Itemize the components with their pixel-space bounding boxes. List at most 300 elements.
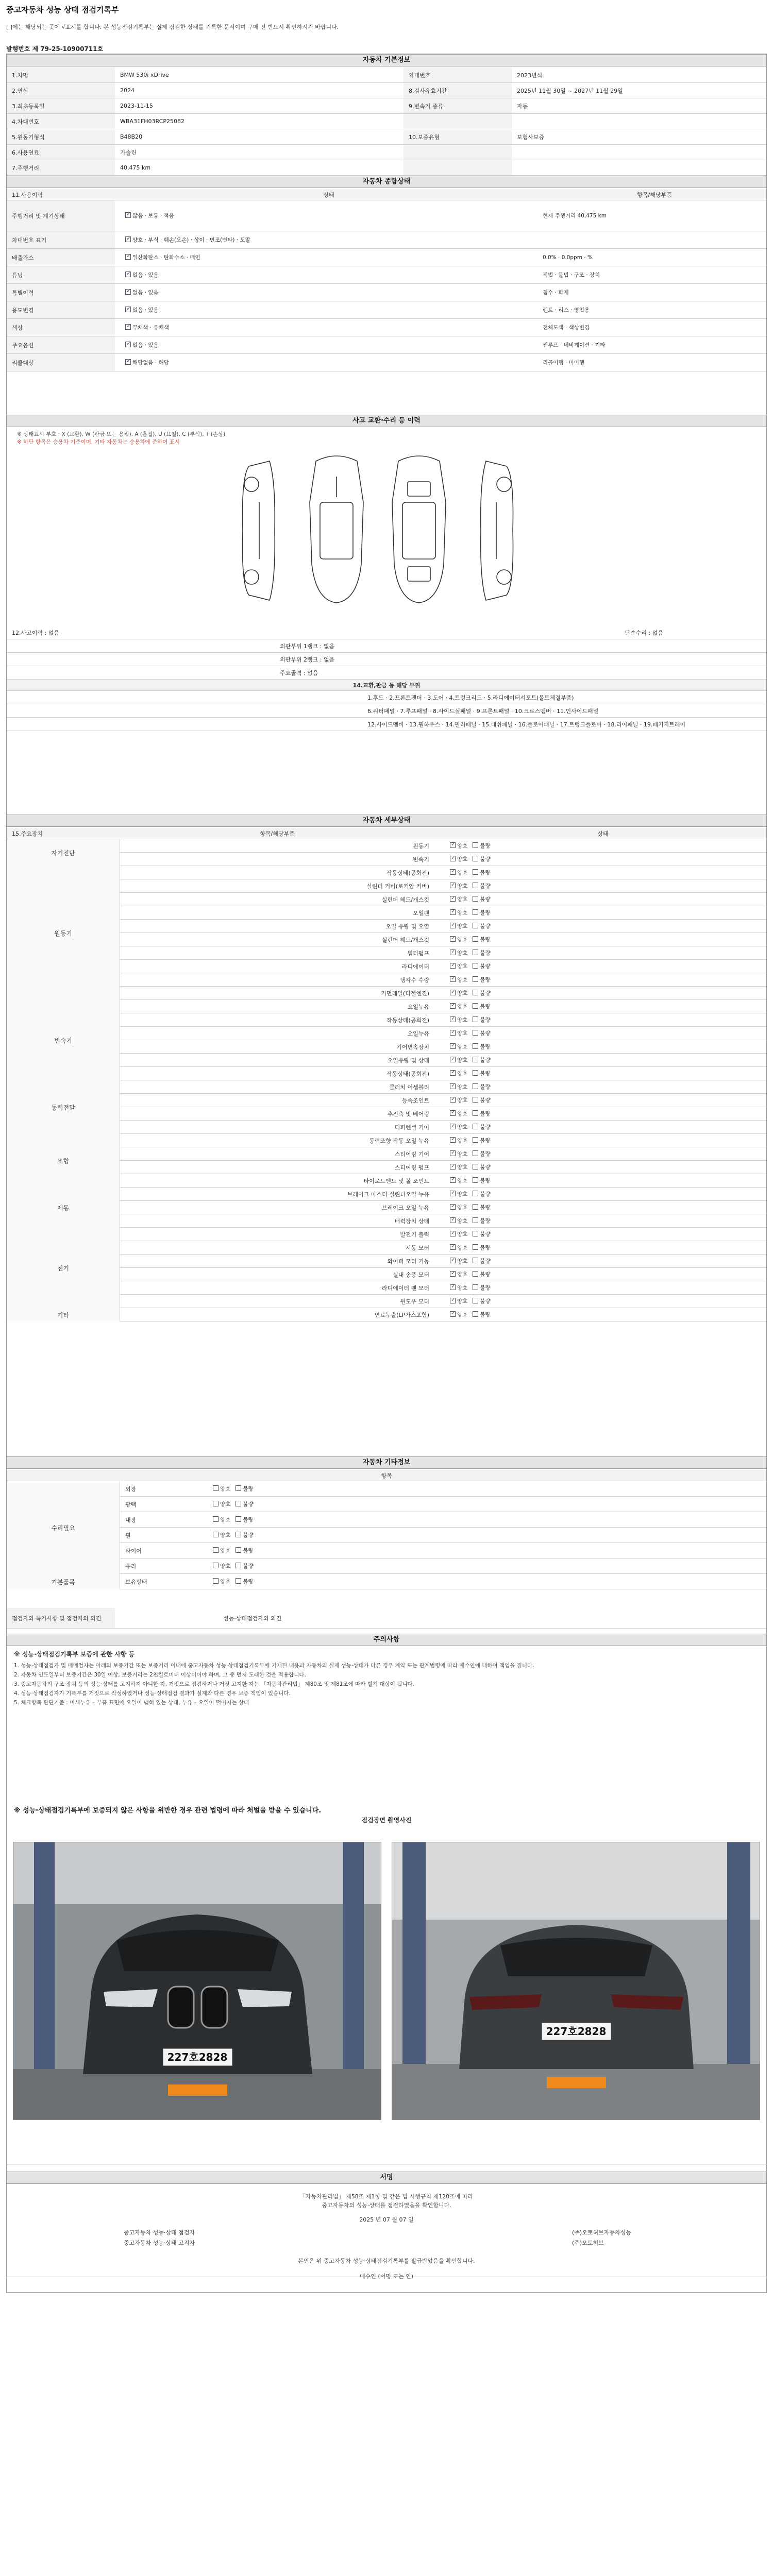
status-label: 튜닝 xyxy=(7,266,115,283)
other-row xyxy=(7,1543,766,1558)
status-value: 없음 · 있음 xyxy=(132,290,159,296)
detail-item: 클러치 어셈블리 xyxy=(389,1083,429,1091)
status-label: 색상 xyxy=(7,319,115,336)
detail-item: 등속조인트 xyxy=(401,1097,429,1104)
status-header-usage: 11.사용이력 xyxy=(12,191,43,198)
state-good: 양호 xyxy=(457,1298,468,1304)
checkbox[interactable] xyxy=(473,923,478,928)
exterior-parts: 1.후드 · 2.프론트펜더 · 3.도어 · 4.트렁크리드 · 5.라디에이터서포트(볼트체결부품) xyxy=(367,694,574,701)
detail-state xyxy=(440,1056,491,1064)
state-bad: 불량 xyxy=(480,1071,491,1077)
detail-row xyxy=(7,1228,766,1241)
state-bad: 불량 xyxy=(480,1231,491,1238)
checkbox[interactable] xyxy=(473,1311,478,1317)
state-bad: 불량 xyxy=(480,1030,491,1037)
note-item: 1. 성능·상태점검자 및 매매업자는 아래의 보증기간 또는 보증거리 이내에 중고자동차 성능·상태점검기록부에 기재된 내용과 자동차의 실제 성능·상태가 다른 경우 계약 또는 관계법령에 따라 매수인에 대하여 책임을 집니다. xyxy=(14,1663,534,1669)
checkbox[interactable] xyxy=(450,936,456,942)
status-label: 리콜대상 xyxy=(7,354,115,371)
sign-line-1: 「자동차관리법」 제58조 제1항 및 같은 법 시행규칙 제120조에 따라 xyxy=(299,2193,474,2200)
checkbox[interactable] xyxy=(450,842,456,848)
state-bad: 불량 xyxy=(480,883,491,889)
exterior-rank2-row xyxy=(7,653,766,666)
damage-legend-note: ※ 하단 항목은 승용차 기준이며, 기타 자동차는 승용차에 준하여 표시 xyxy=(17,439,180,445)
buyer-sign: 매수인 (서명 또는 인) xyxy=(359,2273,414,2280)
checkbox[interactable] xyxy=(450,883,456,888)
status-options xyxy=(115,253,537,261)
basic-label: 6.사용연료 xyxy=(7,145,115,160)
basic-value-2: 자동 xyxy=(517,103,528,110)
checkbox[interactable] xyxy=(473,950,478,955)
other-state xyxy=(203,1500,254,1508)
state-good: 양호 xyxy=(220,1532,231,1538)
detail-state xyxy=(440,1190,491,1198)
detail-row xyxy=(7,1013,766,1027)
checkbox[interactable] xyxy=(236,1532,241,1537)
detail-state xyxy=(440,962,491,970)
state-good: 양호 xyxy=(457,1312,468,1318)
detail-row xyxy=(7,1308,766,1321)
detail-state xyxy=(440,1137,491,1144)
state-good: 양호 xyxy=(457,1151,468,1157)
checkbox[interactable] xyxy=(450,1177,456,1183)
checkbox[interactable] xyxy=(473,1244,478,1250)
basic-value: 2024 xyxy=(120,87,135,94)
basic-label-2 xyxy=(404,114,512,129)
checkbox[interactable] xyxy=(473,1177,478,1183)
state-good: 양호 xyxy=(457,1272,468,1278)
state-good: 양호 xyxy=(457,1097,468,1104)
detail-state xyxy=(440,1177,491,1184)
status-value: 없음 · 있음 xyxy=(132,307,159,313)
state-good: 양호 xyxy=(220,1517,231,1523)
checkbox[interactable] xyxy=(450,923,456,928)
detail-row xyxy=(7,879,766,893)
checkbox[interactable] xyxy=(450,1244,456,1250)
checkbox[interactable] xyxy=(450,990,456,995)
opinion-label: 점검자의 특기사항 및 점검자의 의견 xyxy=(7,1608,115,1628)
state-good: 양호 xyxy=(457,1030,468,1037)
status-value: 일산화탄소 · 탄화수소 · 매연 xyxy=(132,255,200,261)
other-item: 외장 xyxy=(125,1485,137,1493)
status-label: 차대번호 표기 xyxy=(7,231,115,248)
detail-item: 브레이크 마스터 실린더오일 누유 xyxy=(347,1191,429,1198)
basic-info-row xyxy=(7,129,766,145)
state-good: 양호 xyxy=(457,1231,468,1238)
state-bad: 불량 xyxy=(480,856,491,862)
detail-category: 동력전달 xyxy=(7,1080,120,1134)
detail-row xyxy=(7,853,766,866)
car-damage-diagram xyxy=(228,446,548,616)
detail-state xyxy=(440,855,491,863)
checkbox[interactable] xyxy=(450,856,456,861)
photo-rear xyxy=(392,1842,760,2120)
state-good: 양호 xyxy=(457,937,468,943)
basic-label-2: 9.변속기 종류 xyxy=(404,98,512,113)
checkbox[interactable] xyxy=(125,342,131,347)
checkbox[interactable] xyxy=(450,1030,456,1036)
checkbox[interactable] xyxy=(473,1204,478,1210)
checkbox[interactable] xyxy=(473,1057,478,1062)
status-options xyxy=(115,341,537,349)
state-bad: 불량 xyxy=(480,1097,491,1104)
checkbox[interactable] xyxy=(473,1030,478,1036)
checkbox[interactable] xyxy=(473,990,478,995)
checkbox[interactable] xyxy=(125,307,131,312)
checkbox[interactable] xyxy=(125,254,131,260)
section-notes: 주의사항 xyxy=(7,1634,766,1646)
state-good: 양호 xyxy=(457,950,468,956)
detail-item: 오일유량 및 상태 xyxy=(387,1057,429,1064)
checkbox[interactable] xyxy=(450,1298,456,1303)
detail-state xyxy=(440,1150,491,1158)
basic-label-2 xyxy=(404,145,512,160)
detail-state xyxy=(440,922,491,930)
checkbox[interactable] xyxy=(450,1231,456,1236)
state-bad: 불량 xyxy=(480,1044,491,1050)
checkbox[interactable] xyxy=(236,1485,241,1491)
state-bad: 불량 xyxy=(480,1178,491,1184)
checkbox[interactable] xyxy=(473,1043,478,1049)
detail-item: 배력장치 상태 xyxy=(394,1217,429,1225)
detail-row xyxy=(7,1241,766,1255)
checkbox[interactable] xyxy=(473,1150,478,1156)
detail-row xyxy=(7,920,766,933)
checkbox[interactable] xyxy=(450,976,456,982)
checkbox[interactable] xyxy=(473,909,478,915)
basic-value: 2023-11-15 xyxy=(120,103,153,109)
detail-item: 작동상태(공회전) xyxy=(386,869,429,876)
basic-value: WBA31FH03RCP25082 xyxy=(120,118,184,125)
state-good: 양호 xyxy=(457,1245,468,1251)
section-other-info: 자동차 기타정보 xyxy=(7,1456,766,1469)
detail-item: 변속기 xyxy=(413,856,429,863)
status-value: 해당없음 · 해당 xyxy=(132,360,169,366)
frame-parts-row-2 xyxy=(7,718,766,731)
state-bad: 불량 xyxy=(480,1218,491,1224)
detail-state xyxy=(440,909,491,917)
detail-state xyxy=(440,1083,491,1091)
checkbox[interactable] xyxy=(213,1578,219,1584)
detail-item: 오일누유 xyxy=(407,1030,429,1037)
state-good: 양호 xyxy=(457,843,468,849)
checkbox[interactable] xyxy=(450,909,456,915)
checkbox[interactable] xyxy=(473,936,478,942)
checkbox[interactable] xyxy=(473,1258,478,1263)
other-item: 휠 xyxy=(125,1532,131,1539)
checkbox[interactable] xyxy=(473,896,478,902)
checkbox[interactable] xyxy=(236,1547,241,1553)
accident-history-label: 12.사고이력 : 없음 xyxy=(12,629,59,636)
state-bad: 불량 xyxy=(480,950,491,956)
checkbox[interactable] xyxy=(473,869,478,875)
state-good: 양호 xyxy=(457,1044,468,1050)
detail-state xyxy=(440,976,491,984)
checkbox[interactable] xyxy=(450,1083,456,1089)
receipt-text: 본인은 위 중고자동차 성능·상태점검기록부를 발급받았음을 확인합니다. xyxy=(298,2258,475,2264)
status-label: 배출가스 xyxy=(7,249,115,266)
detail-row xyxy=(7,1080,766,1094)
checkbox[interactable] xyxy=(213,1501,219,1506)
checkbox[interactable] xyxy=(450,950,456,955)
status-row xyxy=(7,266,766,284)
checkbox[interactable] xyxy=(125,236,131,242)
checkbox[interactable] xyxy=(213,1516,219,1522)
checkbox[interactable] xyxy=(450,1003,456,1009)
status-header-row xyxy=(7,189,766,200)
other-header-row xyxy=(7,1470,766,1481)
state-bad: 불량 xyxy=(480,1084,491,1090)
checkbox[interactable] xyxy=(236,1516,241,1522)
svg-text:227호2828: 227호2828 xyxy=(167,2051,228,2063)
detail-item: 워터펌프 xyxy=(407,950,429,957)
detail-item: 기어변속장치 xyxy=(396,1043,429,1050)
detail-state xyxy=(440,1043,491,1050)
checkbox[interactable] xyxy=(473,883,478,888)
basic-value-2: 2025년 11월 30일 ~ 2027년 11월 29일 xyxy=(517,87,623,94)
detail-item: 작동상태(공회전) xyxy=(386,1016,429,1024)
checkbox[interactable] xyxy=(450,896,456,902)
status-header-item: 항목/해당부품 xyxy=(637,191,672,198)
detail-header-item: 항목/해당부품 xyxy=(260,830,295,837)
state-bad: 불량 xyxy=(480,1205,491,1211)
checkbox[interactable] xyxy=(473,1003,478,1009)
status-options xyxy=(115,359,537,366)
section-detail-status: 자동차 세부상태 xyxy=(7,815,766,827)
state-good: 양호 xyxy=(457,1218,468,1224)
checkbox[interactable] xyxy=(473,842,478,848)
checkbox[interactable] xyxy=(450,1164,456,1170)
state-good: 양호 xyxy=(457,1178,468,1184)
checkbox[interactable] xyxy=(450,1150,456,1156)
basic-label: 4.차대번호 xyxy=(7,114,115,129)
opinion-row xyxy=(7,1608,766,1629)
status-header-state: 상태 xyxy=(323,191,334,198)
status-note: 썬루프 · 네비게이션 · 기타 xyxy=(543,342,606,348)
checkbox[interactable] xyxy=(450,1097,456,1103)
checkbox[interactable] xyxy=(473,1298,478,1303)
detail-row xyxy=(7,839,766,853)
detail-row xyxy=(7,1094,766,1107)
state-bad: 불량 xyxy=(480,1272,491,1278)
detail-state xyxy=(440,1123,491,1131)
basic-label-2: 차대번호 xyxy=(404,67,512,82)
exterior-rank1: 외판부위 1랭크 : 없음 xyxy=(280,642,335,650)
checkbox[interactable] xyxy=(473,1070,478,1076)
checkbox[interactable] xyxy=(473,1191,478,1196)
checkbox[interactable] xyxy=(473,1271,478,1277)
detail-category: 변속기 xyxy=(7,1000,120,1080)
detail-state xyxy=(440,1003,491,1010)
status-note: 전체도색 · 색상변경 xyxy=(543,325,590,331)
checkbox[interactable] xyxy=(213,1532,219,1537)
state-bad: 불량 xyxy=(480,896,491,903)
checkbox[interactable] xyxy=(213,1547,219,1553)
checkbox[interactable] xyxy=(450,1124,456,1129)
frame-parts: 6.쿼터패널 · 7.루프패널 · 8.사이드실패널 · 9.프론트패널 · 10.크로스멤버 · 11.인사이드패널 xyxy=(367,707,599,715)
checkbox[interactable] xyxy=(450,1284,456,1290)
checkbox[interactable] xyxy=(450,869,456,875)
status-options xyxy=(115,306,537,314)
detail-item: 작동상태(공회전) xyxy=(386,1070,429,1077)
other-state xyxy=(203,1578,254,1585)
status-label: 주행거리 및 계기상태 xyxy=(7,200,115,231)
basic-label-2: 10.보증유형 xyxy=(404,129,512,144)
damage-legend: ※ 상태표시 부호 : X (교환), W (판금 또는 용접), A (흠집), U (요철), C (부식), T (손상) xyxy=(17,431,226,437)
detail-item: 스티어링 기어 xyxy=(394,1150,429,1158)
checkbox[interactable] xyxy=(125,359,131,365)
checkbox[interactable] xyxy=(450,1057,456,1062)
status-row xyxy=(7,284,766,301)
checkbox[interactable] xyxy=(450,1043,456,1049)
other-item: 타이어 xyxy=(125,1547,142,1554)
checkbox[interactable] xyxy=(473,856,478,861)
detail-row xyxy=(7,1027,766,1040)
status-value: 없음 · 있음 xyxy=(132,342,159,348)
state-bad: 불량 xyxy=(480,1258,491,1264)
checkbox[interactable] xyxy=(473,1097,478,1103)
basic-info-row xyxy=(7,145,766,160)
state-good: 양호 xyxy=(457,1057,468,1063)
other-item: 보유상태 xyxy=(125,1578,147,1585)
status-options xyxy=(115,289,537,296)
checkbox[interactable] xyxy=(236,1501,241,1506)
other-state xyxy=(203,1562,254,1570)
checkbox[interactable] xyxy=(473,963,478,969)
checkbox[interactable] xyxy=(450,1271,456,1277)
detail-item: 실린더 커버(로커암 커버) xyxy=(366,883,429,890)
detail-item: 라디에이터 팬 모터 xyxy=(381,1284,429,1292)
state-good: 양호 xyxy=(457,1017,468,1023)
checkbox[interactable] xyxy=(125,324,131,330)
checkbox[interactable] xyxy=(450,1016,456,1022)
detail-row xyxy=(7,1107,766,1121)
checkbox[interactable] xyxy=(450,1070,456,1076)
seller-label: 중고자동차 성능·상태 고지자 xyxy=(124,2240,195,2246)
checkbox[interactable] xyxy=(450,1311,456,1317)
opinion-text: 성능·상태점검자의 의견 xyxy=(223,1615,282,1622)
state-bad: 불량 xyxy=(480,1017,491,1023)
checkbox[interactable] xyxy=(473,1110,478,1116)
state-good: 양호 xyxy=(457,910,468,916)
checkbox[interactable] xyxy=(125,289,131,295)
detail-row xyxy=(7,1188,766,1201)
checkbox[interactable] xyxy=(213,1485,219,1491)
detail-row xyxy=(7,906,766,920)
detail-state xyxy=(440,989,491,997)
basic-label: 2.연식 xyxy=(7,83,115,98)
other-state xyxy=(203,1547,254,1554)
detail-item: 와이퍼 모터 기능 xyxy=(387,1258,429,1265)
state-good: 양호 xyxy=(457,870,468,876)
state-bad: 불량 xyxy=(480,1285,491,1291)
other-row xyxy=(7,1497,766,1512)
frame-parts-row xyxy=(7,704,766,718)
checkbox[interactable] xyxy=(450,1110,456,1116)
detail-row xyxy=(7,1281,766,1295)
detail-state xyxy=(440,1096,491,1104)
detail-state xyxy=(440,895,491,903)
detail-item: 오일누유 xyxy=(407,1003,429,1010)
checkbox[interactable] xyxy=(450,963,456,969)
checkbox[interactable] xyxy=(473,1164,478,1170)
simple-repair-label: 단순수리 : 없음 xyxy=(625,629,663,636)
status-value: 무채색 · 유채색 xyxy=(132,325,169,331)
status-row xyxy=(7,301,766,319)
state-good: 양호 xyxy=(220,1501,231,1507)
detail-state xyxy=(440,1163,491,1171)
checkbox[interactable] xyxy=(236,1563,241,1568)
other-row xyxy=(7,1481,766,1497)
state-bad: 불량 xyxy=(480,1004,491,1010)
detail-item: 스티어링 펌프 xyxy=(394,1164,429,1171)
detail-item: 원동기 xyxy=(413,842,429,850)
detail-category: 기타 xyxy=(7,1308,120,1321)
other-header: 항목 xyxy=(381,1472,392,1479)
detail-row xyxy=(7,1147,766,1161)
status-label: 특별이력 xyxy=(7,284,115,301)
detail-row xyxy=(7,973,766,987)
status-row xyxy=(7,319,766,336)
detail-state xyxy=(440,1270,491,1278)
checkbox[interactable] xyxy=(450,1217,456,1223)
detail-category: 원동기 xyxy=(7,866,120,1000)
detail-state xyxy=(440,1029,491,1037)
checkbox[interactable] xyxy=(473,1231,478,1236)
detail-state xyxy=(440,1110,491,1117)
checkbox[interactable] xyxy=(473,1137,478,1143)
state-good: 양호 xyxy=(457,1258,468,1264)
detail-state xyxy=(440,1217,491,1225)
state-bad: 불량 xyxy=(243,1532,254,1538)
exterior-parts-row xyxy=(7,691,766,704)
checkbox[interactable] xyxy=(473,976,478,982)
checkbox[interactable] xyxy=(213,1563,219,1568)
status-options xyxy=(115,324,537,331)
checkbox[interactable] xyxy=(125,272,131,277)
checkbox[interactable] xyxy=(125,212,131,218)
checkbox[interactable] xyxy=(473,1124,478,1129)
state-good: 양호 xyxy=(220,1563,231,1569)
checkbox[interactable] xyxy=(450,1204,456,1210)
other-row xyxy=(7,1558,766,1574)
state-bad: 불량 xyxy=(480,977,491,983)
note-item: 4. 성능·상태점검자가 기록부를 거짓으로 작성하였거나 성능·상태점검 결과가 실제와 다른 경우 보증 책임이 있습니다. xyxy=(14,1690,291,1697)
checkbox[interactable] xyxy=(450,1258,456,1263)
checkbox[interactable] xyxy=(473,1016,478,1022)
detail-row xyxy=(7,933,766,946)
other-state xyxy=(203,1531,254,1539)
state-good: 양호 xyxy=(457,1124,468,1130)
status-row xyxy=(7,249,766,266)
basic-label: 3.최초등록일 xyxy=(7,98,115,113)
detail-state xyxy=(440,1311,491,1318)
basic-label: 7.주행거리 xyxy=(7,160,115,175)
other-row xyxy=(7,1574,766,1589)
state-bad: 불량 xyxy=(480,1164,491,1171)
detail-state xyxy=(440,1284,491,1292)
checkbox[interactable] xyxy=(450,1137,456,1143)
checkbox[interactable] xyxy=(473,1217,478,1223)
state-bad: 불량 xyxy=(480,963,491,970)
checkbox[interactable] xyxy=(473,1083,478,1089)
checkbox[interactable] xyxy=(236,1578,241,1584)
state-bad: 불량 xyxy=(480,1124,491,1130)
accident-history-row xyxy=(7,626,766,639)
detail-item: 타이로드엔드 및 볼 조인트 xyxy=(363,1177,429,1184)
status-value: 많음 · 보통 · 적음 xyxy=(132,213,174,219)
checkbox[interactable] xyxy=(473,1284,478,1290)
checkbox[interactable] xyxy=(450,1191,456,1196)
